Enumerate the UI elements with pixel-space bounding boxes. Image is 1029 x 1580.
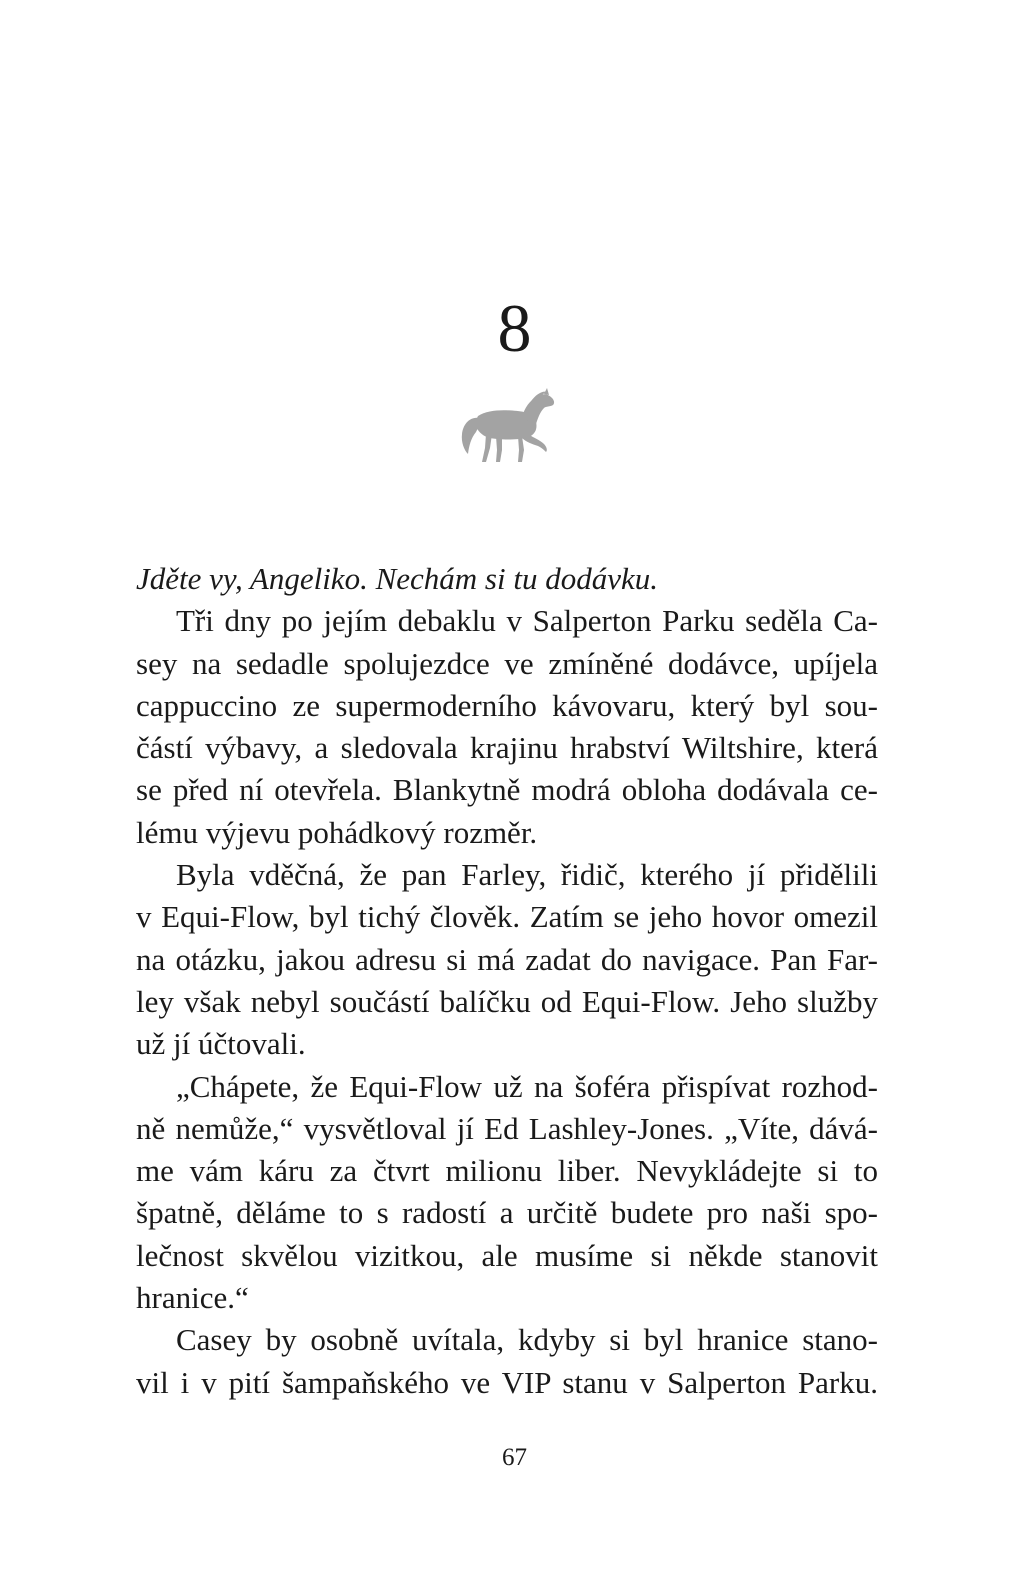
text-line: Tři dny po jejím debaklu v Salperton Parku seděla Ca- <box>176 603 878 639</box>
text-line: v Equi-Flow, byl tichý člověk. Zatím se jeho hovor omezil <box>136 899 878 935</box>
text-line: lečnost skvělou vizitkou, ale musíme si někde stanovit <box>136 1237 878 1273</box>
text-line: částí výbavy, a sledovala krajinu hrabství Wiltshire, která <box>136 730 878 766</box>
text-line: vil i v pití šampaňského ve VIP stanu v Salperton Parku. <box>136 1364 878 1400</box>
text-line: špatně, děláme to s radostí a určitě budete pro naši spo- <box>136 1195 878 1231</box>
text-line: Byla vděčná, že pan Farley, řidič, kterého jí přidělili <box>176 857 878 893</box>
text-line: Casey by osobně uvítala, kdyby si byl hranice stano- <box>176 1322 878 1358</box>
text-line: cappuccino ze supermoderního kávovaru, který byl sou- <box>136 687 878 723</box>
body-text <box>136 558 878 1404</box>
horse-icon <box>460 388 556 466</box>
text-line: na otázku, jakou adresu si má zadat do navigace. Pan Far- <box>136 941 878 977</box>
page-number: 67 <box>502 1444 527 1471</box>
text-line: „Chápete, že Equi-Flow už na šoféra přispívat rozhod- <box>176 1068 878 1104</box>
text-line: se před ní otevřela. Blankytně modrá obloha dodávala ce- <box>136 772 878 808</box>
text-line: ley však nebyl součástí balíčku od Equi-Flow. Jeho služby <box>136 983 878 1019</box>
text-line: sey na sedadle spolujezdce ve zmíněné dodávce, upíjela <box>136 645 878 681</box>
text-line: lému výjevu pohádkový rozměr. <box>136 814 538 850</box>
epigraph-line: Jděte vy, Angeliko. Nechám si tu dodávku. <box>136 561 658 596</box>
text-line: me vám káru za čtvrt milionu liber. Nevykládejte si to <box>136 1153 878 1189</box>
chapter-number: 8 <box>497 290 532 366</box>
text-line: ně nemůže,“ vysvětloval jí Ed Lashley-Jones. „Víte, dává- <box>136 1110 878 1146</box>
text-line: už jí účtovali. <box>136 1026 306 1062</box>
text-line: hranice.“ <box>136 1280 249 1316</box>
